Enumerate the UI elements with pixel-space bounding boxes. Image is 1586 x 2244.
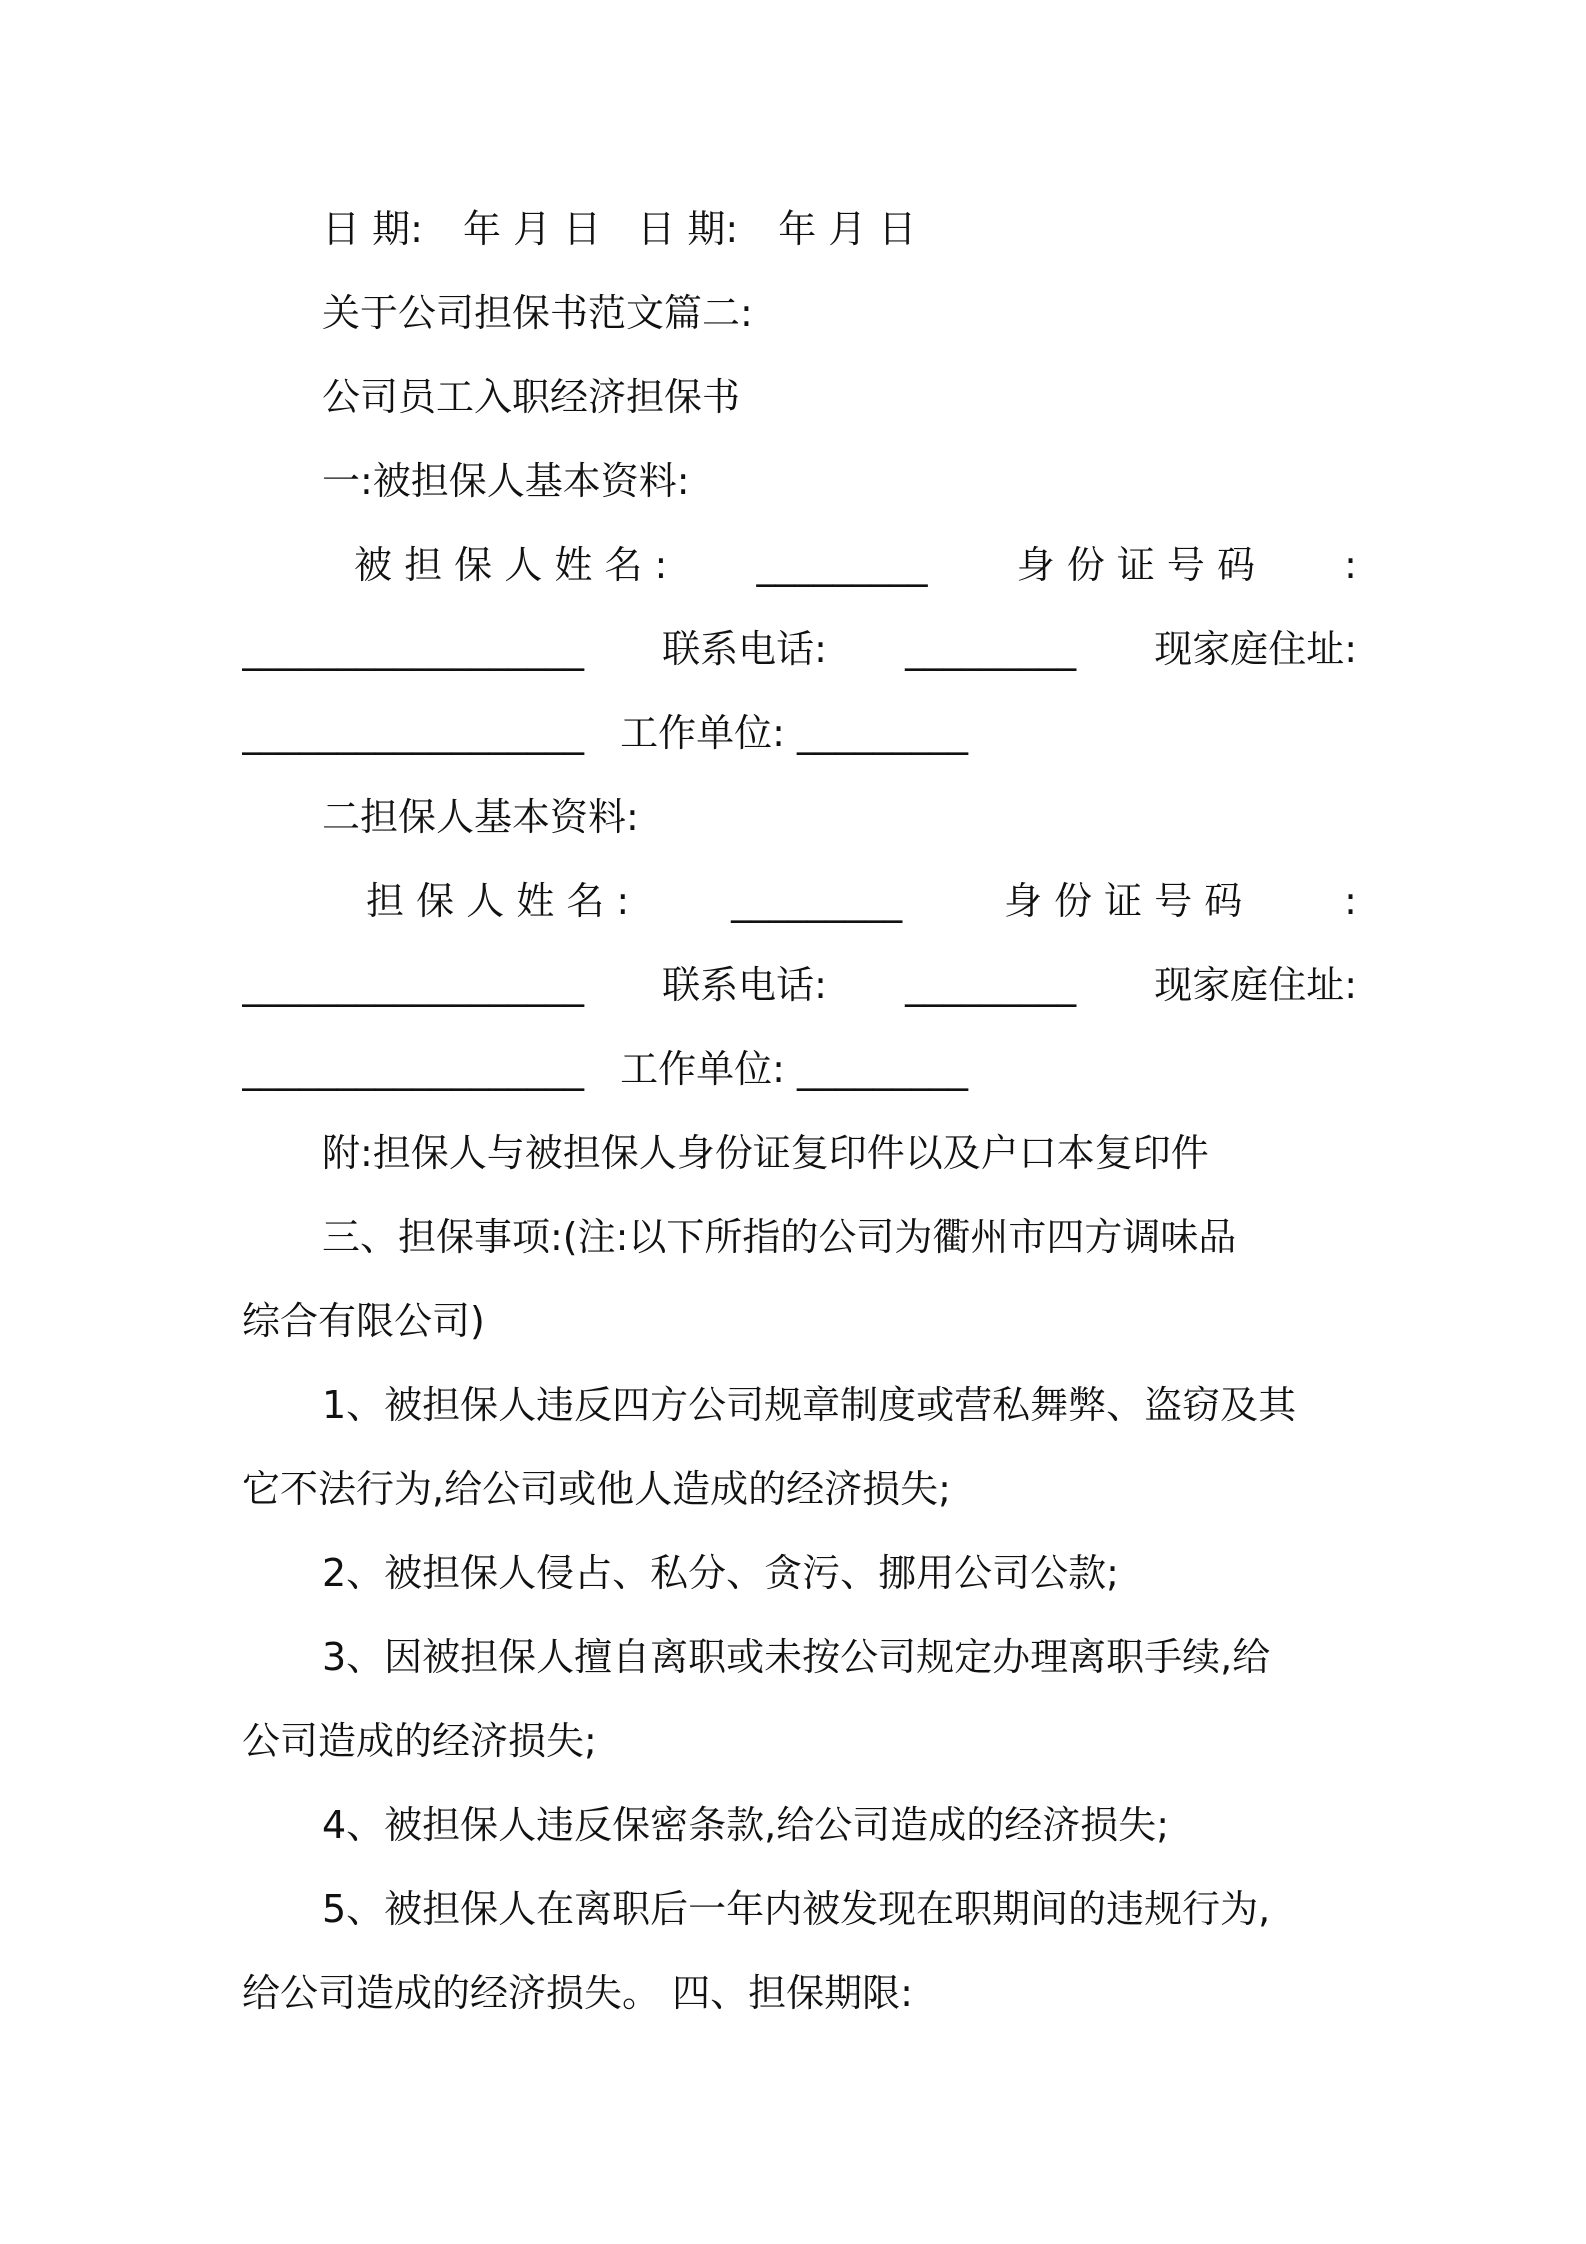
section1-row1 (242, 535, 1357, 595)
guarantor-address-label: 现家庭住址: (1154, 963, 1357, 1007)
item2: 2、被担保人侵占、私分、贪污、挪用公司公款; (322, 1551, 1119, 1595)
guarantor-address-blank: __________________ (242, 1047, 584, 1091)
date-value-left: 年 月 日 (462, 207, 602, 251)
date-value-right: 年 月 日 (778, 207, 917, 251)
date-label-right: 日 期: (637, 207, 739, 251)
insured-id-blank: __________________ (242, 627, 584, 671)
guarantor-phone-label: 联系电话: (662, 963, 827, 1007)
insured-id-colon: : (1344, 543, 1357, 587)
doc-title: 公司员工入职经济担保书 (322, 375, 741, 419)
heading-part2: 关于公司担保书范文篇二: (322, 291, 753, 335)
section1-row2 (242, 619, 1357, 679)
item5-line2: 给公司造成的经济损失。 四、担保期限: (242, 1971, 913, 2015)
item4: 4、被担保人违反保密条款,给公司造成的经济损失; (322, 1803, 1170, 1847)
section2-row3 (242, 1039, 1357, 1099)
section2-row1 (242, 871, 1357, 931)
section1-row3 (242, 703, 1357, 763)
guarantor-id-colon: : (1344, 879, 1357, 923)
item3-line2: 公司造成的经济损失; (242, 1719, 597, 1763)
date-line (242, 199, 1357, 259)
guarantor-id-blank: __________________ (242, 963, 584, 1007)
insured-address-label: 现家庭住址: (1154, 627, 1357, 671)
attachment-note: 附:担保人与被担保人身份证复印件以及户口本复印件 (322, 1131, 1209, 1175)
section3-heading-line2: 综合有限公司) (242, 1299, 485, 1343)
item5-line1: 5、被担保人在离职后一年内被发现在职期间的违规行为, (322, 1887, 1271, 1931)
guarantor-name-label: 担 保 人 姓 名 : (366, 879, 630, 923)
guarantor-name-blank: _________ (731, 879, 903, 923)
insured-name-blank: _________ (756, 543, 928, 587)
insured-phone-label: 联系电话: (662, 627, 827, 671)
item1-line1: 1、被担保人违反四方公司规章制度或营私舞弊、盗窃及其 (322, 1383, 1297, 1427)
section3-heading-line1: 三、担保事项:(注:以下所指的公司为衢州市四方调味品 (322, 1215, 1237, 1259)
item1-line2: 它不法行为,给公司或他人造成的经济损失; (242, 1467, 951, 1511)
insured-work-label: 工作单位: (620, 711, 785, 755)
insured-phone-blank: _________ (905, 627, 1077, 671)
section2-heading: 二担保人基本资料: (322, 795, 639, 839)
insured-work-blank: _________ (797, 711, 968, 755)
section2-row2 (242, 955, 1357, 1015)
date-label-left: 日 期: (322, 207, 423, 251)
insured-id-label: 身 份 证 号 码 (1016, 543, 1255, 587)
guarantor-phone-blank: _________ (905, 963, 1077, 1007)
guarantor-id-label: 身 份 证 号 码 (1003, 879, 1243, 923)
insured-address-blank: __________________ (242, 711, 584, 755)
insured-name-label: 被 担 保 人 姓 名 : (354, 543, 668, 587)
section1-heading: 一:被担保人基本资料: (322, 459, 690, 503)
guarantor-work-label: 工作单位: (620, 1047, 785, 1091)
item3-line1: 3、因被担保人擅自离职或未按公司规定办理离职手续,给 (322, 1635, 1271, 1679)
guarantor-work-blank: _________ (797, 1047, 968, 1091)
